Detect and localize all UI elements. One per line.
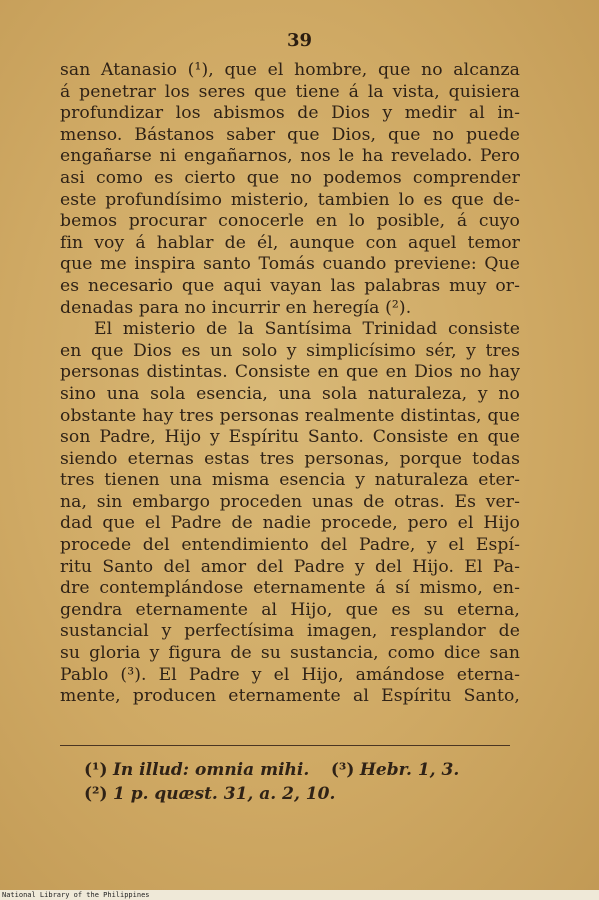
footnotes (84, 758, 524, 806)
text-line: siendo eternas estas tres personas, porque todas (60, 448, 520, 469)
footnote-mark: (¹) (84, 760, 108, 780)
text-line: ritu Santo del amor del Padre y del Hijo. El Pa- (60, 556, 520, 577)
footnote-divider (60, 745, 510, 746)
text-line: procede del entendimiento del Padre, y el Espí- (60, 535, 520, 556)
page-number: 39 (286, 30, 313, 51)
text-line: asi como es cierto que no podemos comprender (60, 167, 520, 188)
text-line: sustancial y perfectísima imagen, resplandor de (60, 621, 520, 642)
body-text (60, 60, 520, 708)
footnote-line (84, 782, 524, 806)
text-line: gendra eternamente al Hijo, que es su eterna, (60, 599, 520, 620)
text-line: profundizar los abismos de Dios y medir al in- (60, 103, 520, 124)
text-line: obstante hay tres personas realmente distintas, que (60, 405, 520, 426)
text-line: tres tienen una misma esencia y naturaleza eter- (60, 470, 520, 491)
footnote-mark: (³) (330, 760, 355, 780)
library-credit: National Library of the Philippines (2, 891, 150, 899)
text-line: que me inspira santo Tomás cuando previene: Que (60, 254, 520, 275)
text-line: en que Dios es un solo y simplicísimo sér, y tres (60, 340, 520, 361)
footnote-text: Hebr. 1, 3. (359, 760, 460, 780)
text-line: este profundísimo misterio, tambien lo es que de- (60, 189, 520, 210)
text-line: san Atanasio (¹), que el hombre, que no alcanza (60, 60, 520, 80)
text-line: fin voy á hablar de él, aunque con aquel temor (60, 232, 520, 253)
text-line: dre contemplándose eternamente á sí mismo, en- (60, 578, 520, 599)
footnote-mark: (²) (84, 784, 108, 804)
text-line: su gloria y figura de su sustancia, como dice san (60, 643, 520, 664)
text-line: menso. Bástanos saber que Dios, que no puede (60, 124, 520, 145)
footnote-line (84, 758, 524, 782)
text-line: engañarse ni engañarnos, nos le ha revelado. Pero (60, 146, 520, 167)
text-line: denadas para no incurrir en heregía (²). (60, 297, 412, 318)
text-line: personas distintas. Consiste en que en Dios no hay (60, 362, 520, 383)
text-line: El misterio de la Santísima Trinidad consiste (94, 319, 520, 340)
text-line: mente, producen eternamente al Espíritu Santo, (60, 686, 520, 707)
text-line: dad que el Padre de nadie procede, pero el Hijo (60, 513, 520, 534)
text-line: sino una sola esencia, una sola naturaleza, y no (60, 383, 520, 404)
footnote-text: In illud: omnia mihi. (112, 760, 310, 780)
text-line: es necesario que aqui vayan las palabras muy or- (60, 275, 520, 296)
text-line: á penetrar los seres que tiene á la vista, quisiera (60, 81, 520, 102)
footnote-text: 1 p. quæst. 31, a. 2, 10. (112, 784, 336, 804)
text-line: bemos procurar conocerle en lo posible, á cuyo (60, 211, 520, 232)
text-line: na, sin embargo proceden unas de otras. Es ver- (60, 491, 520, 512)
text-line: Pablo (³). El Padre y el Hijo, amándose eterna- (60, 664, 520, 685)
text-line: son Padre, Hijo y Espíritu Santo. Consiste en que (60, 427, 520, 448)
